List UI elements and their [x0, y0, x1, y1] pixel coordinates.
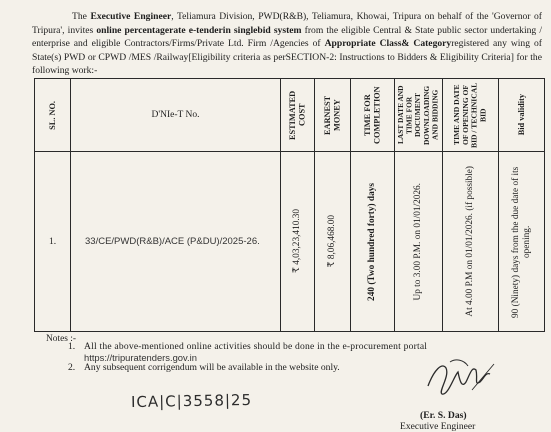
cell-earnest-money: ₹ 8,06,468.00: [315, 152, 351, 332]
table-header-row: [35, 79, 545, 152]
portal-link[interactable]: https://tripuratenders.gov.in: [84, 352, 197, 363]
header-opening-date: TIME AND DATE OF OPENING OF BID / TECHNICAL BID: [443, 79, 499, 152]
cell-slno: 1.: [35, 152, 71, 332]
cell-last-date: Up to 3.00 P.M. on 01/01/2026.: [395, 152, 443, 332]
cell-time-completion: 240 (Two hundred forty) days: [351, 152, 395, 332]
header-earnest-money: EARNEST MONEY: [315, 79, 351, 152]
header-last-date: LAST DATE AND TIME FOR DOCUMENT DOWNLOADING AND BIDDING: [395, 79, 443, 152]
handwritten-reference: ICA|C|3558|25: [130, 390, 253, 412]
tender-table: [34, 78, 545, 332]
cell-opening-date: At 4.00 P.M on 01/01/2026. (if possible): [443, 152, 499, 332]
header-slno: SL. NO.: [35, 79, 71, 152]
header-bid-validity: Bid validity: [499, 79, 545, 152]
header-estimated-cost: ESTIMATED COST: [281, 79, 315, 152]
signatory-name: (Er. S. Das): [420, 410, 467, 421]
signature-scribble-icon: [420, 352, 500, 402]
cell-bid-validity: 90 (Ninety) days from the due date of its opening.: [499, 152, 545, 332]
intro-paragraph: The Executive Engineer, Teliamura Division, PWD(R&B), Teliamura, Khowai, Tripura on behalf of the 'Governor of Tripura', invites online percentagerate e-tenderin singlebid system from the eligible Central & State public sector undertaking / enterprise and eligible Contractors/Firms/Private Ltd. Firm /Agencies of Appropriate Class& Categoryregistered any wing of State(s) PWD or CPWD /MES /Railway[Eligibility criteria as perSECTION-2: Instructions to Bidders & Eligibility Criteria] for the following work:-: [32, 11, 542, 77]
header-time-completion: TIME FOR COMPLETION: [351, 79, 395, 152]
table-row: [35, 152, 545, 332]
header-dnit: D'NIe-T No.: [71, 79, 281, 152]
cell-estimated-cost: ₹ 4,03,23,410.30: [281, 152, 315, 332]
cell-dnit: 33/CE/PWD(R&B)/ACE (P&DU)/2025-26.: [71, 152, 281, 332]
intro-system: online percentagerate e-tenderin singlebid system: [96, 24, 302, 36]
signatory-title: Executive Engineer: [400, 421, 476, 432]
intro-class: Appropriate Class& Category: [324, 38, 452, 50]
intro-office: Executive Engineer: [90, 11, 172, 22]
notes-label: Notes :-: [46, 334, 76, 344]
